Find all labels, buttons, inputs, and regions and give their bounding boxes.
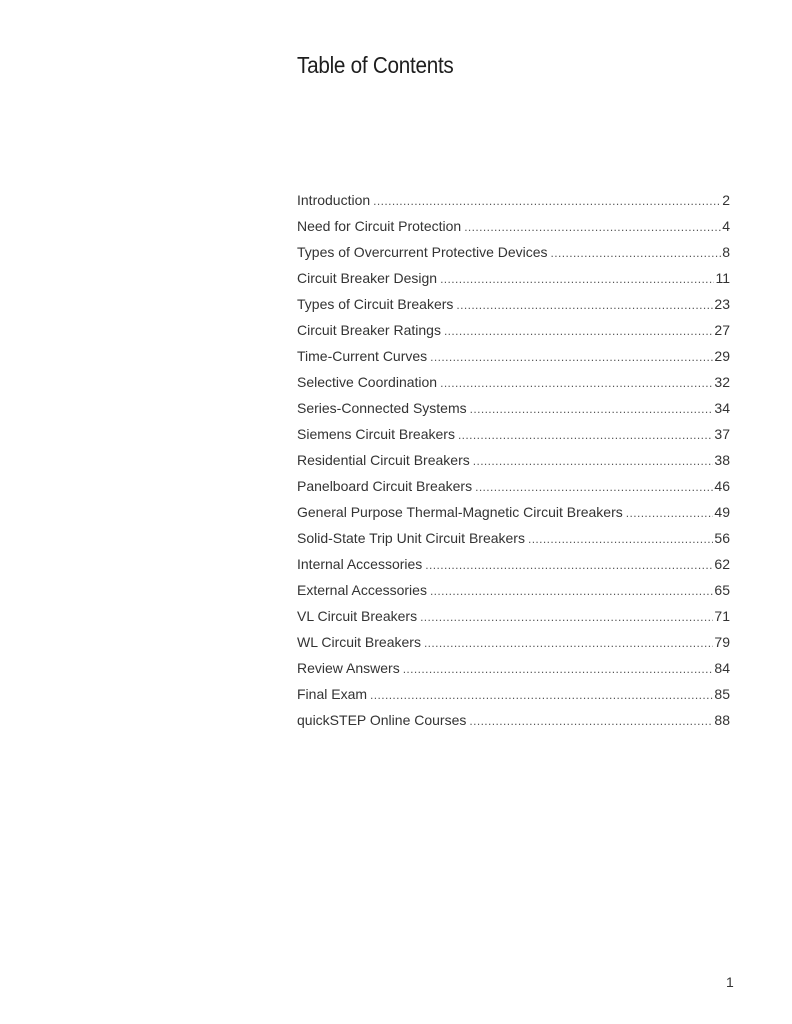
toc-entry-review-answers — [297, 660, 730, 686]
toc-entry-title: Siemens Circuit Breakers — [297, 426, 455, 442]
toc-entry-page: 29 — [714, 348, 730, 364]
toc-entry-title: Circuit Breaker Design — [297, 270, 438, 286]
toc-entry-title: Internal Accessories — [297, 556, 423, 572]
toc-entry-external-accessories — [297, 582, 730, 608]
toc-entry-page: 4 — [722, 218, 730, 234]
toc-entry-title: Final Exam — [297, 686, 368, 702]
toc-entry-page: 71 — [714, 608, 730, 624]
toc-entry-siemens-circuit-breakers — [297, 426, 730, 452]
toc-entry-title: VL Circuit Breakers — [297, 608, 418, 624]
toc-entry-page: 23 — [714, 296, 730, 312]
toc-entry-series-connected-systems — [297, 400, 730, 426]
dot-leader — [424, 636, 713, 650]
dot-leader — [470, 402, 714, 416]
toc-entry-title: Solid-State Trip Unit Circuit Breakers — [297, 530, 525, 546]
toc-entry-page: 88 — [714, 712, 730, 728]
toc-entry-circuit-breaker-ratings — [297, 322, 730, 348]
toc-entry-title: Residential Circuit Breakers — [297, 452, 470, 468]
dot-leader — [473, 454, 714, 468]
toc-entry-types-of-circuit-breakers — [297, 296, 730, 322]
toc-entry-page: 32 — [714, 374, 730, 390]
toc-entry-vl-circuit-breakers — [297, 608, 730, 634]
toc-entry-general-purpose-thermal-magnetic-circuit-breakers — [297, 504, 730, 530]
dot-leader — [444, 324, 713, 338]
toc-entry-title: Circuit Breaker Ratings — [297, 322, 441, 338]
toc-entry-circuit-breaker-design — [297, 270, 730, 296]
toc-entry-page: 49 — [714, 504, 730, 520]
toc-entry-types-of-overcurrent-protective-devices — [297, 244, 730, 270]
dot-leader — [469, 714, 713, 728]
toc-entry-page: 11 — [715, 270, 730, 286]
toc-entry-time-current-curves — [297, 348, 730, 374]
toc-entry-residential-circuit-breakers — [297, 452, 730, 478]
toc-entry-title: Need for Circuit Protection — [297, 218, 462, 234]
toc-entry-title: External Accessories — [297, 582, 427, 598]
toc-entry-quickstep-online-courses — [297, 712, 730, 738]
toc-entry-page: 46 — [714, 478, 730, 494]
dot-leader — [440, 272, 714, 286]
toc-entry-final-exam — [297, 686, 730, 712]
dot-leader — [456, 298, 713, 312]
toc-entry-selective-coordination — [297, 374, 730, 400]
page-number: 1 — [726, 974, 734, 990]
dot-leader — [626, 506, 714, 520]
toc-entry-page: 37 — [714, 426, 730, 442]
toc-entry-page: 85 — [714, 686, 730, 702]
toc-entry-solid-state-trip-unit-circuit-breakers — [297, 530, 730, 556]
dot-leader — [475, 480, 713, 494]
dot-leader — [440, 376, 713, 390]
toc-entry-page: 79 — [714, 634, 730, 650]
dot-leader — [458, 428, 713, 442]
dot-leader — [551, 246, 722, 260]
page-title: Table of Contents — [297, 52, 454, 78]
toc-entry-title: WL Circuit Breakers — [297, 634, 421, 650]
table-of-contents — [297, 192, 730, 738]
toc-entry-page: 2 — [722, 192, 730, 208]
toc-entry-page: 56 — [714, 530, 730, 546]
toc-entry-panelboard-circuit-breakers — [297, 478, 730, 504]
dot-leader — [430, 350, 713, 364]
toc-entry-wl-circuit-breakers — [297, 634, 730, 660]
toc-entry-title: General Purpose Thermal-Magnetic Circuit Breakers — [297, 504, 623, 520]
dot-leader — [430, 584, 713, 598]
toc-entry-title: quickSTEP Online Courses — [297, 712, 467, 728]
toc-entry-title: Time-Current Curves — [297, 348, 428, 364]
dot-leader — [370, 688, 713, 702]
dot-leader — [420, 610, 713, 624]
toc-entry-page: 38 — [714, 452, 730, 468]
toc-entry-page: 8 — [722, 244, 730, 260]
toc-entry-page: 62 — [714, 556, 730, 572]
toc-entry-title: Review Answers — [297, 660, 400, 676]
toc-entry-title: Types of Overcurrent Protective Devices — [297, 244, 548, 260]
toc-entry-title: Selective Coordination — [297, 374, 438, 390]
toc-entry-internal-accessories — [297, 556, 730, 582]
toc-entry-title: Series-Connected Systems — [297, 400, 467, 416]
toc-entry-page: 65 — [714, 582, 730, 598]
toc-entry-page: 27 — [714, 322, 730, 338]
dot-leader — [373, 194, 721, 208]
dot-leader — [464, 220, 721, 234]
toc-entry-title: Panelboard Circuit Breakers — [297, 478, 473, 494]
dot-leader — [425, 558, 713, 572]
toc-entry-title: Types of Circuit Breakers — [297, 296, 454, 312]
toc-entry-page: 34 — [714, 400, 730, 416]
toc-entry-page: 84 — [714, 660, 730, 676]
toc-entry-need-for-circuit-protection — [297, 218, 730, 244]
dot-leader — [528, 532, 713, 546]
dot-leader — [403, 662, 714, 676]
toc-entry-title: Introduction — [297, 192, 371, 208]
toc-entry-introduction — [297, 192, 730, 218]
